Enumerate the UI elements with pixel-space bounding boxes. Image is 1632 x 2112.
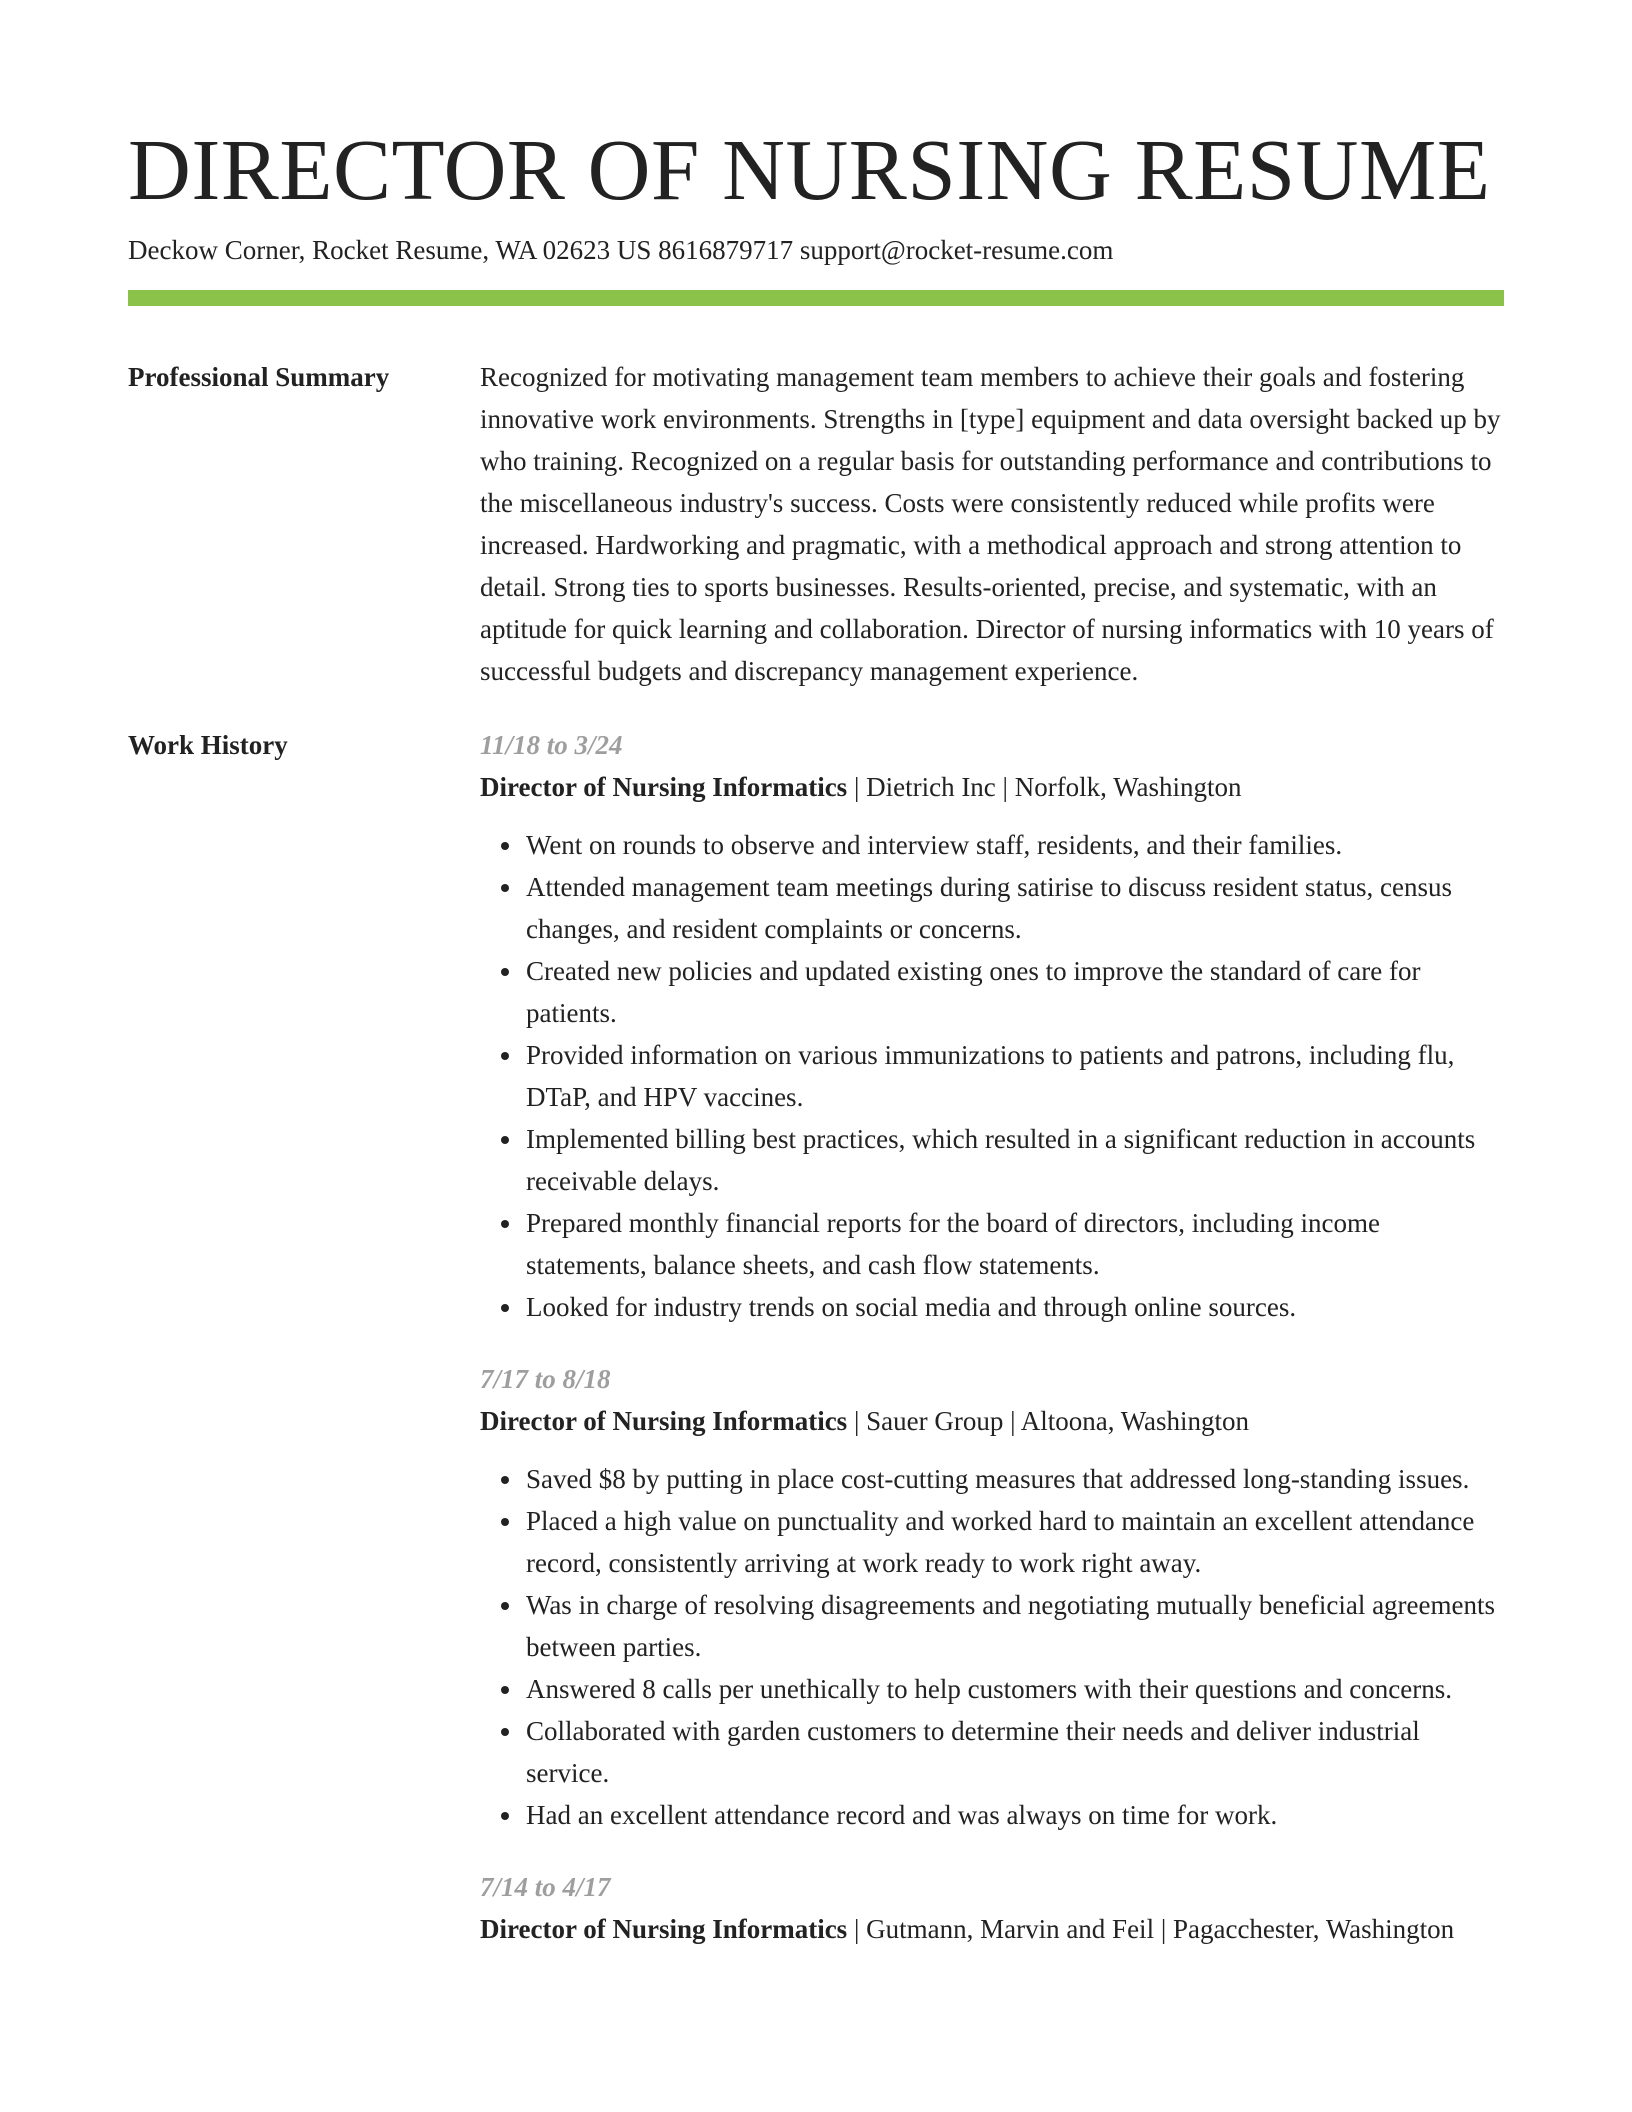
resume-title: DIRECTOR OF NURSING RESUME bbox=[128, 121, 1491, 218]
job-duty: • Prepared monthly financial reports for the board of directors, including income statements, balance sheets, and cash flow statements. bbox=[524, 1202, 1504, 1286]
job-duty: • Saved $8 by putting in place cost-cutting measures that addressed long-standing issues. bbox=[524, 1458, 1504, 1500]
job-duty: • Was in charge of resolving disagreements and negotiating mutually beneficial agreements between parties. bbox=[524, 1584, 1504, 1668]
job-duty: • Created new policies and updated existing ones to improve the standard of care for patients. bbox=[524, 950, 1504, 1034]
professional-summary-label: Professional Summary bbox=[128, 362, 390, 392]
header-divider bbox=[128, 290, 1504, 306]
job-duty: • Went on rounds to observe and interview staff, residents, and their families. bbox=[524, 824, 1504, 866]
job-title: Director of Nursing Informatics bbox=[480, 772, 848, 802]
job-details: | Sauer Group | Altoona, Washington bbox=[847, 1406, 1250, 1436]
job-entry bbox=[480, 1866, 1504, 1950]
job-details: | Gutmann, Marvin and Feil | Pagacchester, Washington bbox=[847, 1914, 1455, 1944]
job-title: Director of Nursing Informatics bbox=[480, 1914, 848, 1944]
job-dates: 7/17 to 8/18 bbox=[480, 1364, 611, 1394]
job-duty: • Provided information on various immunizations to patients and patrons, including flu, DTaP, and HPV vaccines. bbox=[524, 1034, 1504, 1118]
job-duties-list bbox=[480, 824, 1504, 1328]
job-duty: • Attended management team meetings during satirise to discuss resident status, census changes, and resident complaints or concerns. bbox=[524, 866, 1504, 950]
job-entry bbox=[480, 1358, 1504, 1836]
job-heading bbox=[480, 766, 1504, 808]
job-duty: • Answered 8 calls per unethically to help customers with their questions and concerns. bbox=[524, 1668, 1504, 1710]
professional-summary-text: Recognized for motivating management team members to achieve their goals and fostering innovative work environments. Strengths in [type] equipment and data oversight backed up by who training. Recognized on a regular basis for outstanding performance and contributions to the miscellaneous industry's success. Costs were consistently reduced while profits were increased. Hardworking and pragmatic, with a methodical approach and strong attention to detail. Strong ties to sports businesses. Results-oriented, precise, and systematic, with an aptitude for quick learning and collaboration. Director of nursing informatics with 10 years of successful budgets and discrepancy management experience. bbox=[480, 362, 1501, 686]
work-history-list bbox=[480, 724, 1504, 1980]
job-duty: • Looked for industry trends on social media and through online sources. bbox=[524, 1286, 1504, 1328]
job-dates: 11/18 to 3/24 bbox=[480, 730, 623, 760]
job-duty: • Had an excellent attendance record and was always on time for work. bbox=[524, 1794, 1504, 1836]
job-duty: • Placed a high value on punctuality and worked hard to maintain an excellent attendance record, consistently arriving at work ready to work right away. bbox=[524, 1500, 1504, 1584]
job-duties-list bbox=[480, 1458, 1504, 1836]
job-heading bbox=[480, 1908, 1504, 1950]
contact-info: Deckow Corner, Rocket Resume, WA 02623 US 8616879717 support@rocket-resume.com bbox=[128, 235, 1114, 265]
job-duty: • Implemented billing best practices, which resulted in a significant reduction in accounts receivable delays. bbox=[524, 1118, 1504, 1202]
job-entry bbox=[480, 724, 1504, 1328]
job-heading bbox=[480, 1400, 1504, 1442]
work-history-label: Work History bbox=[128, 730, 288, 760]
job-dates: 7/14 to 4/17 bbox=[480, 1872, 611, 1902]
job-title: Director of Nursing Informatics bbox=[480, 1406, 848, 1436]
work-history-section bbox=[128, 724, 1504, 1980]
job-details: | Dietrich Inc | Norfolk, Washington bbox=[847, 772, 1242, 802]
professional-summary-section bbox=[128, 356, 1504, 692]
job-duty: • Collaborated with garden customers to determine their needs and deliver industrial service. bbox=[524, 1710, 1504, 1794]
